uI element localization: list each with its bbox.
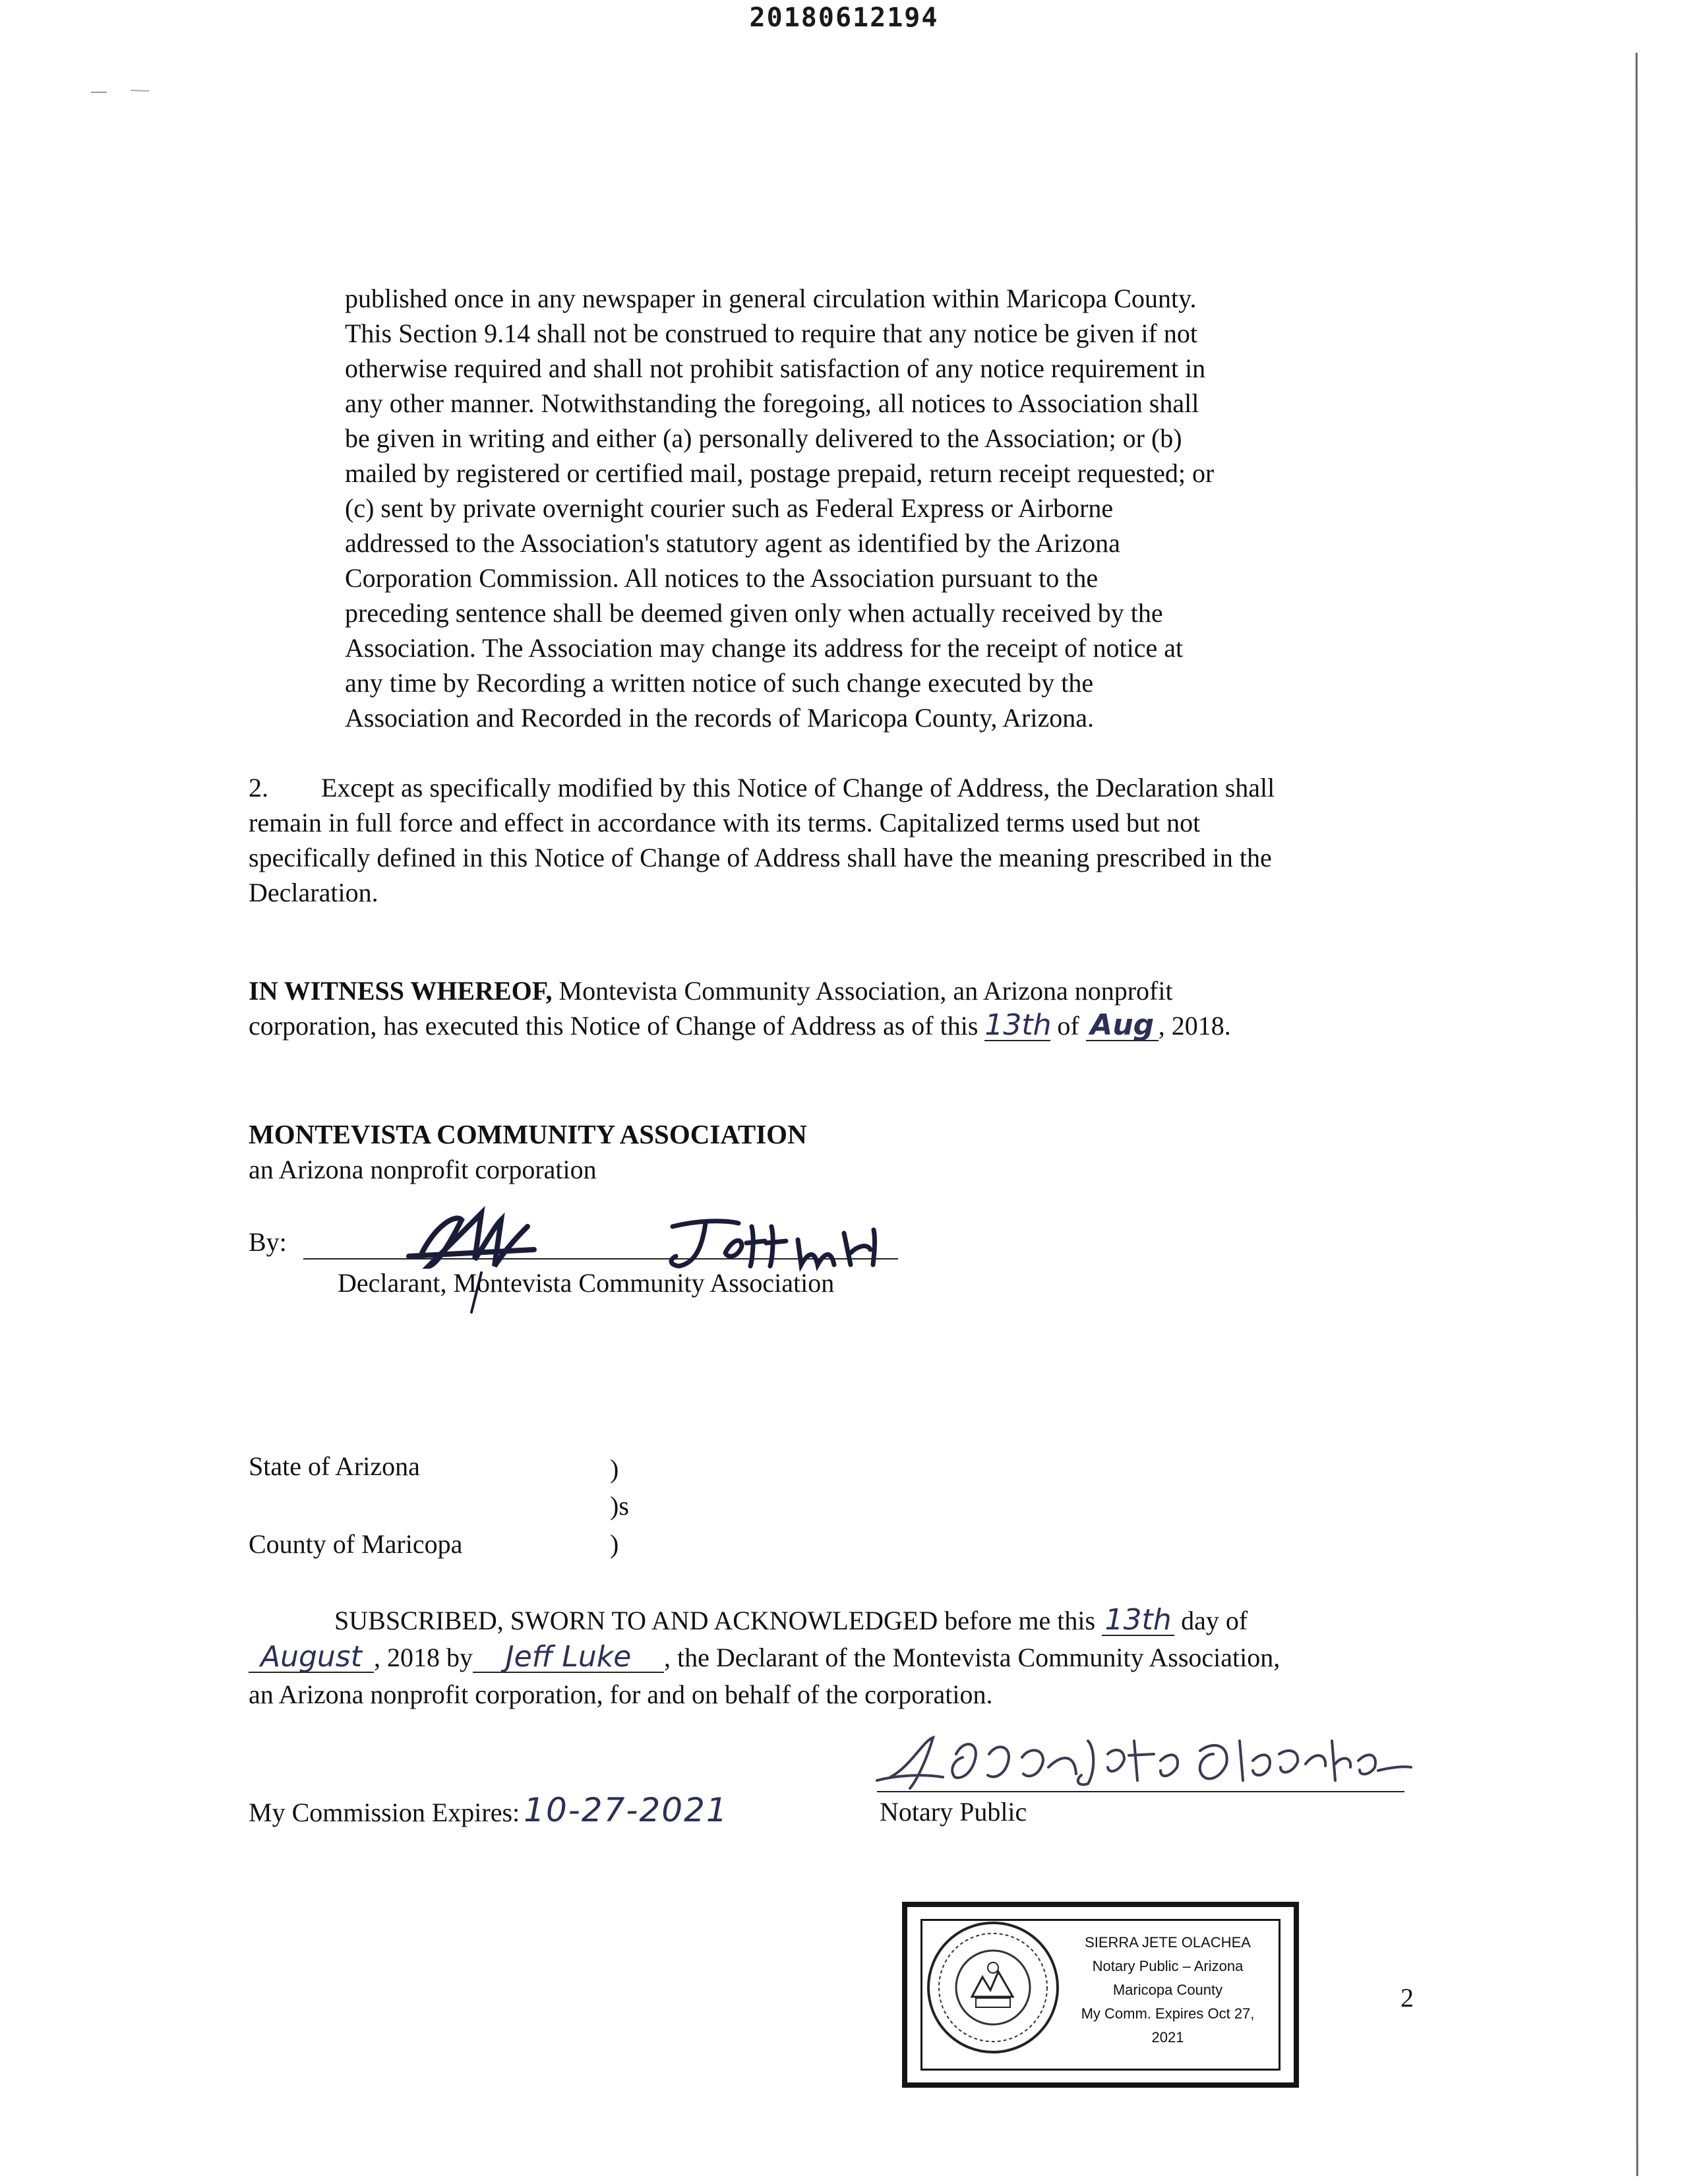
by-label: By:: [249, 1227, 287, 1257]
paragraph-2: [249, 770, 1433, 910]
witness-lead: IN WITNESS WHEREOF,: [249, 976, 553, 1006]
ack-line-2: [249, 1639, 1429, 1676]
stamp-line: SIERRA JETE OLACHEA: [1085, 1934, 1251, 1951]
section-line: preceding sentence shall be deemed given only when actually received by the: [345, 598, 1163, 628]
ack-year: , 2018 by: [374, 1643, 473, 1672]
section-line: addressed to the Association's statutory agent as identified by the Arizona: [345, 528, 1120, 558]
section-9-14-text: [345, 281, 1339, 735]
org-name: MONTEVISTA COMMUNITY ASSOCIATION: [249, 1119, 807, 1149]
section-line: Association. The Association may change its address for the receipt of notice at: [345, 633, 1184, 663]
section-line: Association and Recorded in the records of Maricopa County, Arizona.: [345, 703, 1094, 733]
ack-day-of: day of: [1174, 1606, 1248, 1635]
ack-line-1: [249, 1602, 1429, 1639]
ack-line-1-text: SUBSCRIBED, SWORN TO AND ACKNOWLEDGED before me this: [334, 1606, 1102, 1635]
notary-label: Notary Public: [880, 1797, 1027, 1827]
stamp-line: Maricopa County: [1112, 1982, 1223, 1998]
witness-line-2: [249, 1008, 1435, 1043]
section-line: mailed by registered or certified mail, postage prepaid, return receipt requested; or: [345, 458, 1215, 488]
section-line: Corporation Commission. All notices to the Association pursuant to the: [345, 563, 1099, 593]
paragraph-line-text: Except as specifically modified by this Notice of Change of Address, the Declaration shall: [321, 773, 1275, 803]
witness-line-2-text: corporation, has executed this Notice of Change of Address as of this: [249, 1011, 985, 1041]
section-line: any time by Recording a written notice of such change executed by the: [345, 668, 1094, 698]
org-subtitle: an Arizona nonprofit corporation: [249, 1155, 597, 1184]
handwritten-month: Aug: [1086, 1011, 1159, 1041]
ack-line-2-text: , the Declarant of the Montevista Community Association,: [664, 1643, 1281, 1672]
document-number: 20180612194: [749, 3, 939, 33]
signer-title: Declarant, Montevista Community Association: [338, 1268, 835, 1298]
handwritten-ack-name: Jeff Luke: [473, 1643, 664, 1673]
acknowledgment: [249, 1602, 1429, 1713]
paragraph-number: 2.: [249, 773, 268, 803]
page-number: 2: [1401, 1983, 1414, 2013]
commission-label: My Commission Expires:: [249, 1798, 520, 1827]
paragraph-line: remain in full force and effect in accordance with its terms. Capitalized terms used but not: [249, 808, 1201, 837]
section-line: (c) sent by private overnight courier such as Federal Express or Airborne: [345, 493, 1114, 523]
stamp-text: [1066, 1931, 1270, 2049]
commission-expires: [249, 1791, 729, 1829]
venue-paren: ): [610, 1529, 619, 1559]
handwritten-day: 13th: [984, 1008, 1052, 1042]
venue-paren: ): [610, 1454, 619, 1484]
state-seal-icon: [927, 1922, 1059, 2053]
section-line: be given in writing and either (a) personally delivered to the Association; or (b): [345, 423, 1182, 453]
ack-line-3: an Arizona nonprofit corporation, for and on behalf of the corporation.: [249, 1680, 993, 1709]
section-line: published once in any newspaper in general circulation within Maricopa County.: [345, 284, 1197, 313]
paragraph-line: [249, 770, 1433, 805]
paragraph-line: Declaration.: [249, 878, 378, 907]
witness-year: , 2018.: [1158, 1011, 1231, 1041]
handwritten-ack-day: 13th: [1102, 1606, 1174, 1636]
stamp-line: Notary Public – Arizona: [1092, 1958, 1244, 1974]
handwritten-ack-month: August: [249, 1643, 374, 1673]
notary-signature-line: [877, 1791, 1404, 1792]
witness-of: of: [1050, 1011, 1086, 1041]
scan-edge-line: [1635, 53, 1639, 2176]
section-line: any other manner. Notwithstanding the foregoing, all notices to Association shall: [345, 388, 1199, 418]
witness-clause: [249, 973, 1435, 1043]
scan-artifact: [91, 88, 150, 95]
handwritten-commission-date: 10-27-2021: [524, 1791, 729, 1829]
stamp-line: My Comm. Expires Oct 27, 2021: [1081, 2005, 1255, 2046]
witness-line-1-text: Montevista Community Association, an Arizona nonprofit: [552, 976, 1173, 1006]
declarant-signature: [396, 1187, 897, 1319]
venue-paren-ss: )s: [610, 1491, 629, 1521]
venue-county: County of Maricopa: [249, 1529, 463, 1559]
venue-state: State of Arizona: [249, 1451, 420, 1481]
section-line: otherwise required and shall not prohibit satisfaction of any notice requirement in: [345, 353, 1206, 383]
witness-line-1: [249, 973, 1435, 1008]
paragraph-line: specifically defined in this Notice of Change of Address shall have the meaning prescribed in the: [249, 843, 1272, 872]
section-line: This Section 9.14 shall not be construed to require that any notice be given if not: [345, 318, 1198, 348]
notary-signature: [870, 1714, 1418, 1800]
notary-stamp: [902, 1902, 1299, 2088]
